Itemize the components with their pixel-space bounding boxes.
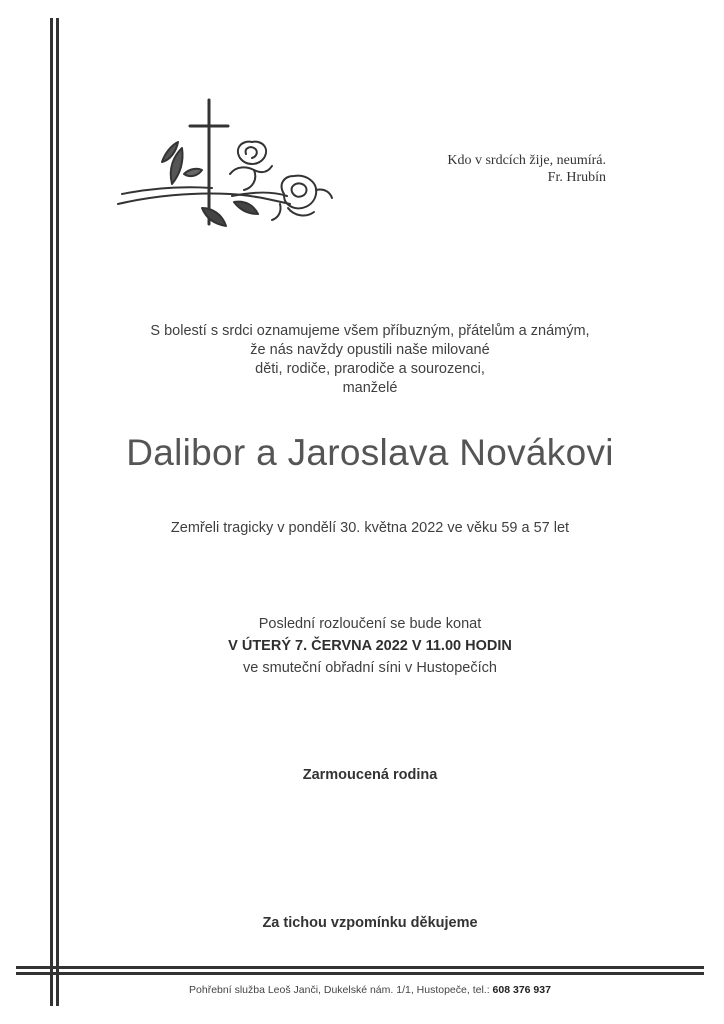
farewell-place: ve smuteční obřadní síni v Hustopečích bbox=[243, 660, 497, 676]
family-signature: Zarmoucená rodina bbox=[302, 767, 438, 783]
farewell-date: V ÚTERÝ 7. ČERVNA 2022 V 11.00 HODIN bbox=[228, 638, 512, 654]
intro-line-2: že nás navždy opustili naše milované bbox=[250, 342, 490, 358]
farewell-info bbox=[60, 613, 680, 679]
quote-text: Kdo v srdcích žije, neumírá. bbox=[447, 153, 606, 168]
intro-line-1: S bolestí s srdci oznamujeme všem příbuzným, přátelům a známým, bbox=[150, 323, 590, 339]
border-vertical-line-2 bbox=[56, 18, 59, 1006]
deceased-name: Dalibor a Jaroslava Novákovi bbox=[126, 432, 614, 473]
quote-block bbox=[380, 152, 606, 186]
farewell-line-1: Poslední rozloučení se bude konat bbox=[258, 616, 482, 632]
footer-phone: 608 376 937 bbox=[492, 984, 551, 996]
quote-author: Fr. Hrubín bbox=[547, 170, 606, 185]
cross-with-roses-icon bbox=[112, 96, 360, 236]
border-horizontal-line-1 bbox=[16, 966, 704, 969]
announcement-intro bbox=[60, 322, 680, 398]
footer bbox=[60, 984, 680, 996]
border-horizontal-line-2 bbox=[16, 972, 704, 975]
intro-line-4: manželé bbox=[342, 380, 398, 396]
death-info: Zemřeli tragicky v pondělí 30. května 2022 ve věku 59 a 57 let bbox=[170, 520, 570, 536]
footer-text: Pohřební služba Leoš Janči, Dukelské nám. 1/1, Hustopeče, tel.: bbox=[189, 984, 493, 996]
intro-line-3: děti, rodiče, prarodiče a sourozenci, bbox=[255, 361, 485, 377]
border-vertical-line-1 bbox=[50, 18, 53, 1006]
thanks-line: Za tichou vzpomínku děkujeme bbox=[262, 915, 478, 931]
